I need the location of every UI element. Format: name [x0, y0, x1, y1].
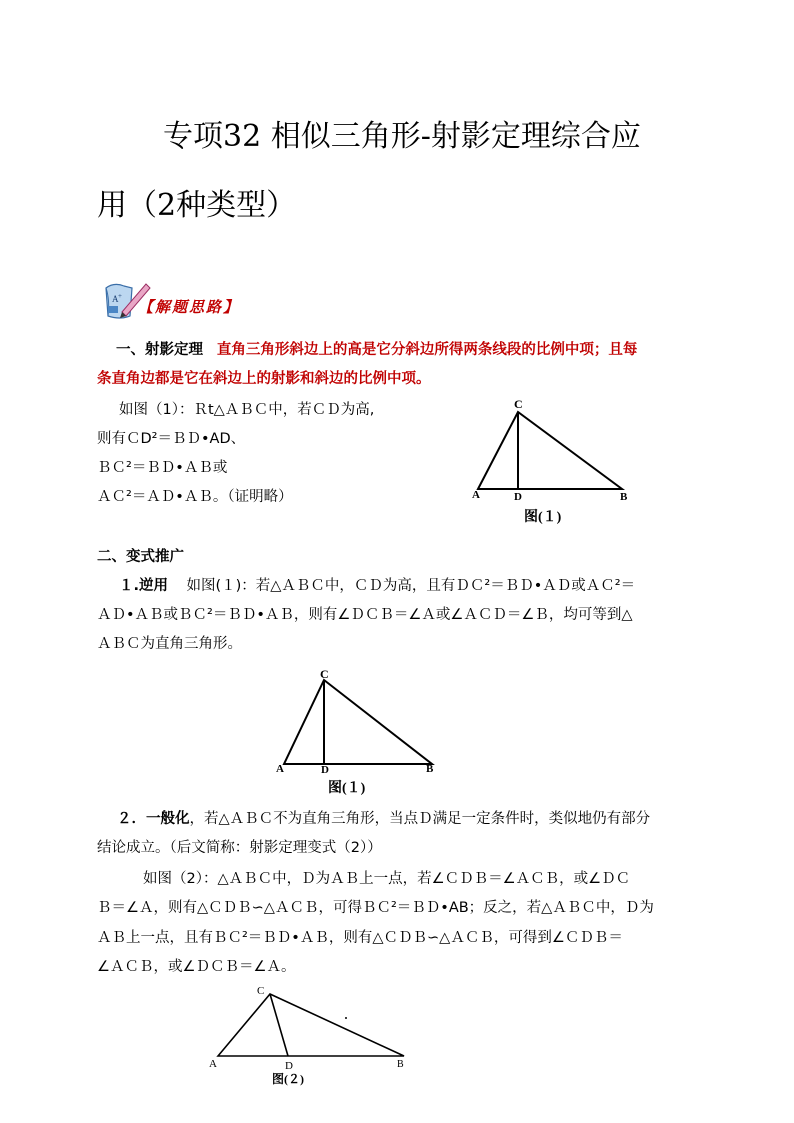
triangle-abc	[284, 680, 432, 764]
section1-line	[116, 343, 637, 358]
theorem-statement: 直角三角形斜边上的高是它分斜边所得两条线段的比例中项；且每	[216, 342, 638, 358]
section2-heading: 二、变式推广	[97, 549, 184, 565]
label-a: A	[209, 1058, 217, 1070]
page-title-line1: 专项32 相似三角形-射影定理综合应	[163, 119, 641, 154]
figure-2-caption: 图(２)	[272, 1072, 304, 1086]
figure-1	[460, 392, 640, 528]
inverse-text: 如图(１)：若△ＡＢＣ中，ＣＤ为高，且有ＤＣ²＝ＢＤ•ＡＤ或ＡＣ²＝	[186, 578, 636, 594]
label-a: A	[472, 489, 480, 501]
solution-idea-label: 【解题思路】	[138, 298, 241, 316]
generalization-text: ，若△ＡＢＣ不为直角三角形，当点Ｄ满足一定条件时，类似地仍有部分	[189, 811, 651, 827]
label-d: D	[514, 491, 522, 503]
label-c: C	[514, 397, 523, 411]
svg-text:A: A	[112, 294, 119, 304]
label-c: C	[257, 985, 265, 997]
section2-p3-line3: ＡＢ上一点，且有ＢＣ²＝ＢＤ•ＡＢ，则有△ＣＤＢ∽△ＡＣＢ，可得到∠ＣＤＢ＝	[97, 930, 623, 946]
section2-p2-line2: 结论成立。（后文简称：射影定理变式（2））	[97, 840, 382, 856]
figure-1-caption: 图(１)	[524, 510, 562, 525]
inverse-label: １.逆用	[119, 578, 169, 594]
section2-p2-line1	[117, 812, 650, 827]
figure-1-repeat-caption: 图(１)	[328, 781, 366, 796]
section2-p3-line2: Ｂ＝∠Ａ，则有△ＣＤＢ∽△ＡＣＢ，可得ＢＣ²＝ＢＤ•AB；反之，若△ＡＢＣ中，Ｄ为	[97, 900, 654, 916]
label-b: B	[426, 763, 434, 775]
page-title-line2: 用（2种类型）	[97, 188, 297, 223]
fig1-desc-line1: 如图（1）：Ｒt△ＡＢＣ中，若ＣＤ为高,	[119, 402, 375, 418]
label-d: D	[285, 1060, 293, 1072]
segment-cd	[270, 994, 288, 1056]
section2-p3-line1: 如图（2）：△ＡＢＣ中，Ｄ为ＡＢ上一点，若∠ＣＤＢ＝∠ＡＣＢ，或∠ＤＣ	[143, 871, 631, 887]
section2-p1-line2: ＡＤ•ＡＢ或ＢＣ²＝ＢＤ•ＡＢ，则有∠ＤＣＢ＝∠Ａ或∠ＡＣＤ＝∠Ｂ，均可等到△	[97, 607, 633, 623]
label-c: C	[320, 667, 329, 681]
label-d: D	[321, 764, 329, 776]
section2-p3-line4: ∠ＡＣＢ，或∠ＤＣＢ＝∠Ａ。	[97, 959, 296, 975]
section2-p1-line1	[119, 579, 635, 594]
label-b: B	[620, 491, 628, 503]
fig1-desc-line2: 则有ＣD²＝ＢＤ•AD、	[97, 431, 246, 447]
theorem-statement-cont: 条直角边都是它在斜边上的射影和斜边的比例中项。	[97, 371, 431, 387]
figure-1-repeat	[272, 666, 442, 798]
mark-dot	[345, 1017, 347, 1019]
label-b: B	[397, 1059, 404, 1070]
solution-idea-badge	[102, 278, 272, 324]
triangle-abc	[218, 994, 404, 1056]
label-a: A	[276, 763, 284, 775]
section1-heading: 一、射影定理	[116, 342, 203, 358]
fig1-desc-line3: ＢＣ²＝ＢＤ•ＡＢ或	[97, 460, 228, 476]
section2-p1-line3: ＡＢＣ为直角三角形。	[97, 636, 242, 652]
figure-2	[204, 980, 414, 1090]
svg-text:+: +	[118, 292, 122, 300]
triangle-abc	[478, 412, 622, 489]
generalization-label: ２．一般化	[117, 811, 190, 827]
fig1-desc-line4: ＡＣ²＝ＡＤ•ＡＢ。（证明略）	[97, 489, 293, 505]
